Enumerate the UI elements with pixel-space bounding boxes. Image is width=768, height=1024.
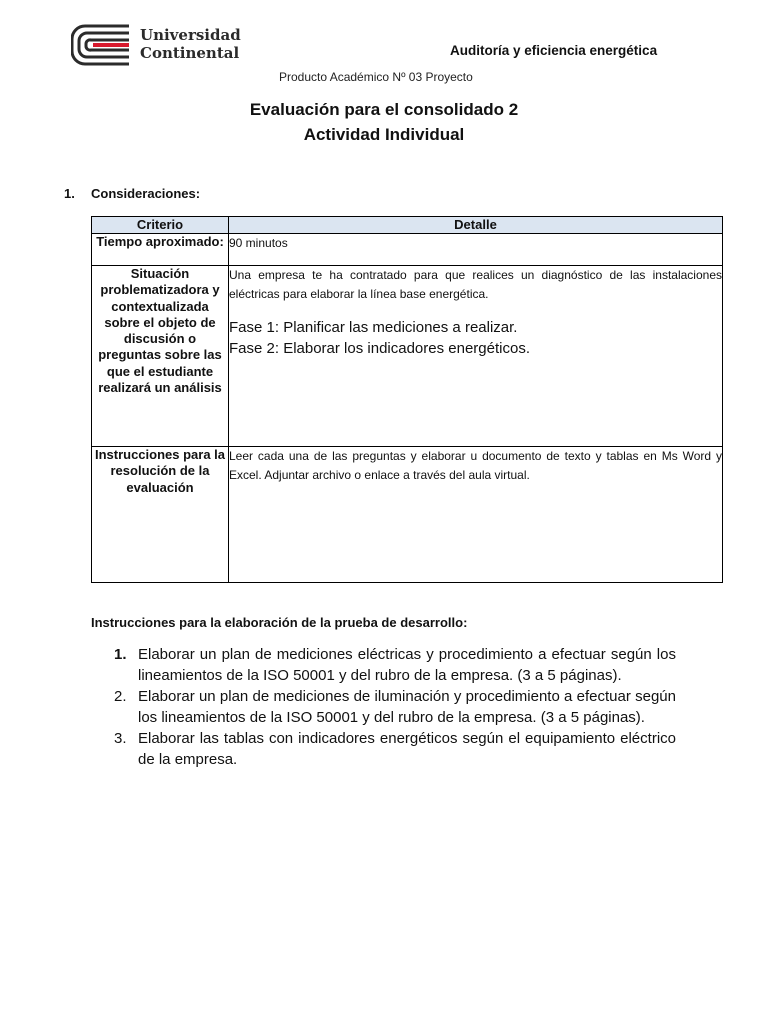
detalle-cell: [229, 447, 723, 583]
section-number: 1.: [64, 186, 75, 201]
product-subtitle: Producto Académico Nº 03 Proyecto: [279, 70, 473, 84]
table-row: [92, 266, 723, 447]
logo-line-1: Universidad: [140, 26, 241, 44]
detalle-text: Una empresa te ha contratado para que realices un diagnóstico de las instalaciones eléctricas para elaborar la línea base energética.: [229, 268, 722, 301]
logo-wordmark: [140, 26, 241, 62]
list-item-text: Elaborar las tablas con indicadores energéticos según el equipamiento eléctrico de la empresa.: [138, 730, 676, 768]
criterio-cell: Instrucciones para la resolución de la evaluación: [92, 447, 229, 583]
list-item-text: Elaborar un plan de mediciones de iluminación y procedimiento a efectuar según los lineamientos de la ISO 50001 y del rubro de la empresa. (3 a 5 páginas).: [138, 688, 676, 726]
criterio-cell: Tiempo aproximado:: [92, 234, 229, 266]
logo-line-2: Continental: [140, 44, 240, 62]
phase-list: [229, 317, 722, 359]
page-title: Evaluación para el consolidado 2: [249, 100, 519, 119]
detalle-cell: [229, 266, 723, 447]
criterio-cell: Situación problematizadora y contextualizada sobre el objeto de discusión o preguntas sobre las que el estudiante realizará un análisis: [92, 266, 229, 447]
header-detalle: Detalle: [229, 217, 723, 234]
detalle-cell: [229, 234, 723, 266]
detalle-text: 90 minutos: [229, 236, 288, 250]
task-list: [91, 644, 676, 770]
section-label: Consideraciones:: [91, 186, 201, 201]
phase-2: Fase 2: Elaborar los indicadores energéticos.: [229, 340, 530, 357]
list-item: [91, 686, 676, 728]
section-heading: [64, 186, 200, 201]
list-item: [91, 728, 676, 770]
phase-1: Fase 1: Planificar las mediciones a realizar.: [229, 319, 518, 336]
table-header-row: [92, 217, 723, 234]
list-item: [91, 644, 676, 686]
page-subtitle: Actividad Individual: [303, 125, 465, 144]
university-logo: [71, 24, 241, 66]
detalle-text: Leer cada una de las preguntas y elaborar u documento de texto y tablas en Ms Word y Excel. Adjuntar archivo o enlace a través del aula virtual.: [229, 449, 722, 482]
list-item-number: 1.: [114, 646, 127, 663]
table-row: [92, 234, 723, 266]
list-item-text: Elaborar un plan de mediciones eléctricas y procedimiento a efectuar según los lineamientos de la ISO 50001 y del rubro de la empresa. (3 a 5 páginas).: [138, 646, 676, 684]
course-title: Auditoría y eficiencia energética: [450, 43, 658, 58]
header-criterio: Criterio: [92, 217, 229, 234]
list-item-number: 2.: [114, 688, 127, 705]
table-row: [92, 447, 723, 583]
instructions-heading: Instrucciones para la elaboración de la prueba de desarrollo:: [91, 615, 468, 630]
criteria-table: [91, 216, 723, 583]
university-logo-icon: [71, 24, 133, 66]
list-item-number: 3.: [114, 730, 127, 747]
